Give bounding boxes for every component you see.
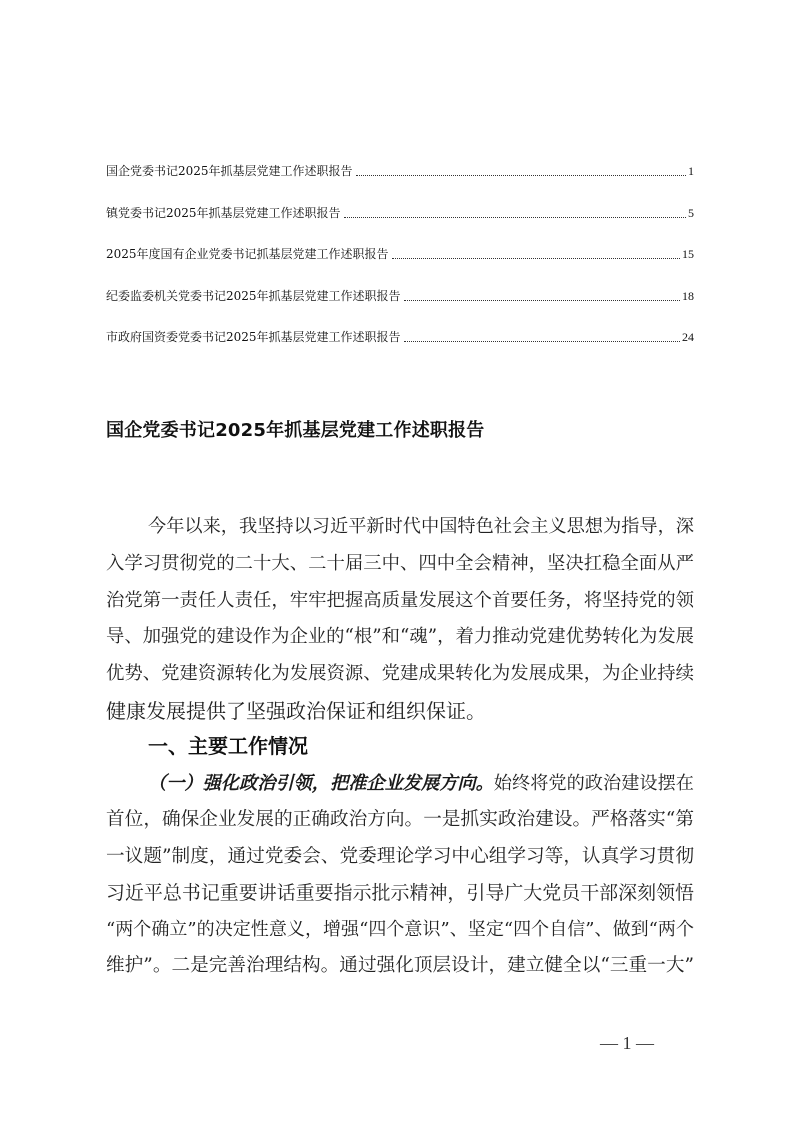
paragraph-line: 今年以来，我坚持以习近平新时代中国特色社会主义思想为指导，深: [148, 516, 694, 537]
paragraph-line: 导、加强党的建设作为企业的“根”和“魂”，着力推动党建优势转化为发展: [106, 626, 694, 647]
toc-dot-leader: [344, 216, 686, 218]
toc-entry[interactable]: [106, 328, 694, 346]
toc-entry-page: 18: [682, 288, 694, 303]
paragraph-line: 治党第一责任人责任，牢牢把握高质量发展这个首要任务，将坚持党的领: [106, 590, 694, 611]
toc-entry-title: 2025年度国有企业党委书记抓基层党建工作述职报告: [106, 247, 389, 261]
toc-entry[interactable]: [106, 287, 694, 305]
toc-dot-leader: [404, 299, 680, 301]
toc-dot-leader: [404, 340, 680, 342]
toc-entry-title: 镇党委书记2025年抓基层党建工作述职报告: [106, 205, 341, 220]
toc-entry[interactable]: [106, 204, 694, 222]
toc-entry-title: 国企党委书记2025年抓基层党建工作述职报告: [106, 164, 353, 178]
article-title: 国企党委书记2025年抓基层党建工作述职报告: [106, 420, 485, 441]
toc-entry-title: 市政府国资委党委书记2025年抓基层党建工作述职报告: [106, 330, 401, 344]
subsection-heading: （一）强化政治引领，把准企业发展方向。: [148, 773, 494, 794]
paragraph-line: [148, 770, 694, 798]
paragraph-line: 入学习贯彻党的二十大、二十届三中、四中全会精神，坚决扛稳全面从严: [106, 553, 694, 574]
subsection-text: 始终将党的政治建设摆在: [493, 773, 694, 794]
toc-dot-leader: [392, 257, 680, 259]
page-number: — 1 —: [600, 1033, 654, 1053]
toc-entry[interactable]: [106, 162, 694, 180]
toc-entry-page: 15: [682, 247, 694, 261]
toc-dot-leader: [356, 174, 686, 176]
paragraph-line: 首位，确保企业发展的正确政治方向。一是抓实政治建设。严格落实“第: [106, 809, 694, 830]
paragraph-line: 健康发展提供了坚强政治保证和组织保证。: [106, 699, 486, 723]
paragraph-line: 优势、党建资源转化为发展资源、党建成果转化为发展成果，为企业持续: [106, 663, 694, 684]
section-heading: 一、主要工作情况: [148, 734, 308, 758]
toc-entry[interactable]: [106, 245, 694, 263]
toc-entry-page: 1: [688, 164, 694, 178]
paragraph-line: 一议题”制度，通过党委会、党委理论学习中心组学习等，认真学习贯彻: [106, 846, 694, 867]
toc-entry-page: 24: [682, 330, 694, 344]
paragraph-line: “两个确立”的决定性意义，增强“四个意识”、坚定“四个自信”、做到“两个: [106, 919, 694, 940]
toc-entry-title: 纪委监委机关党委书记2025年抓基层党建工作述职报告: [106, 288, 401, 303]
paragraph-line: 维护”。二是完善治理结构。通过强化顶层设计，建立健全以“三重一大”: [106, 955, 694, 976]
paragraph-line: 习近平总书记重要讲话重要指示批示精神，引导广大党员干部深刻领悟: [106, 882, 694, 904]
toc-entry-page: 5: [688, 205, 694, 220]
